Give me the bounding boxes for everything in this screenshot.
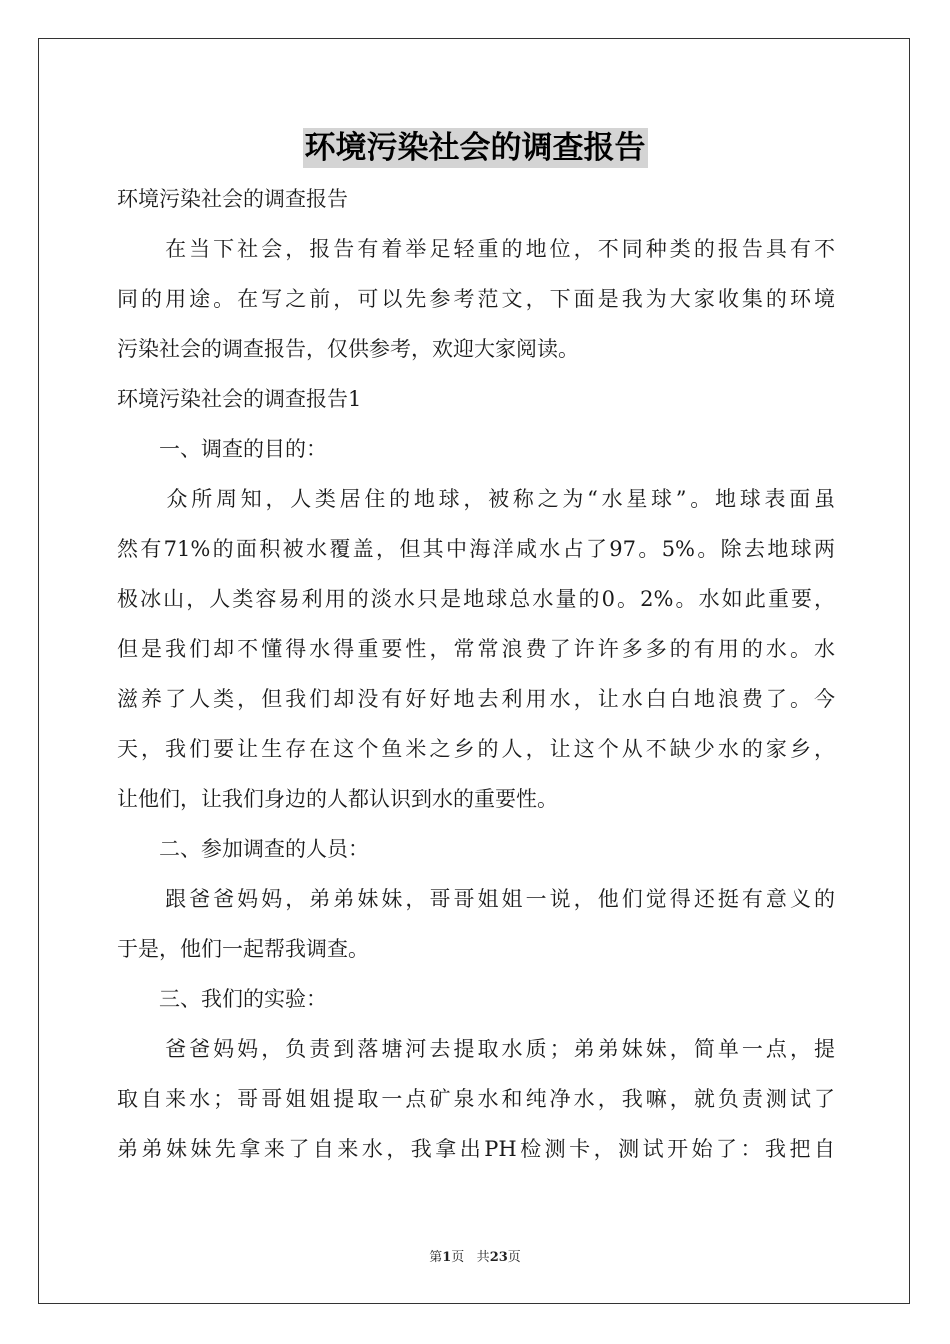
page-footer xyxy=(0,1246,950,1265)
text-line: 滋养了人类，但我们却没有好好地去利用水，让水白白地浪费了。今 xyxy=(117,687,835,711)
text-line: 极冰山，人类容易利用的淡水只是地球总水量的0。2%。水如此重要， xyxy=(117,587,835,611)
text-line: 天，我们要让生存在这个鱼米之乡的人，让这个从不缺少水的家乡， xyxy=(117,737,835,761)
title-container xyxy=(0,128,950,168)
text-line: 同的用途。在写之前，可以先参考范文，下面是我为大家收集的环境 xyxy=(117,287,835,311)
text-line: 环境污染社会的调查报告 xyxy=(117,187,348,211)
text-line: 让他们，让我们身边的人都认识到水的重要性。 xyxy=(117,787,558,811)
text-line: 爸爸妈妈，负责到落塘河去提取水质；弟弟妹妹，简单一点，提 xyxy=(117,1037,835,1061)
text-line: 环境污染社会的调查报告1 xyxy=(117,387,362,411)
text-line: 弟弟妹妹先拿来了自来水，我拿出PH检测卡，测试开始了：我把自 xyxy=(117,1137,835,1161)
text-line: 但是我们却不懂得水得重要性，常常浪费了许许多多的有用的水。水 xyxy=(117,637,835,661)
text-line: 然有71%的面积被水覆盖，但其中海洋咸水占了97。5%。除去地球两 xyxy=(117,537,835,561)
text-line: 三、我们的实验： xyxy=(117,987,327,1011)
total-label-prefix: 共 xyxy=(476,1250,490,1265)
total-pages: 23 xyxy=(489,1250,508,1265)
total-label-suffix: 页 xyxy=(507,1250,521,1265)
text-line: 众所周知，人类居住的地球，被称之为“水星球”。地球表面虽 xyxy=(117,487,835,511)
page-label-prefix: 第 xyxy=(429,1250,443,1265)
text-line: 跟爸爸妈妈，弟弟妹妹，哥哥姐姐一说，他们觉得还挺有意义的 xyxy=(117,887,835,911)
text-line: 二、参加调查的人员： xyxy=(117,837,369,861)
text-line: 取自来水；哥哥姐姐提取一点矿泉水和纯净水，我嘛，就负责测试了 xyxy=(117,1087,835,1111)
page-border xyxy=(38,38,910,1304)
page-label-suffix: 页 xyxy=(451,1250,465,1265)
text-line: 于是，他们一起帮我调查。 xyxy=(117,937,369,961)
document-title: 环境污染社会的调查报告 xyxy=(304,130,646,166)
text-line: 在当下社会，报告有着举足轻重的地位，不同种类的报告具有不 xyxy=(117,237,835,261)
text-line: 一、调查的目的： xyxy=(117,437,327,461)
text-line: 污染社会的调查报告，仅供参考，欢迎大家阅读。 xyxy=(117,337,579,361)
page-number: 1 xyxy=(442,1250,452,1265)
